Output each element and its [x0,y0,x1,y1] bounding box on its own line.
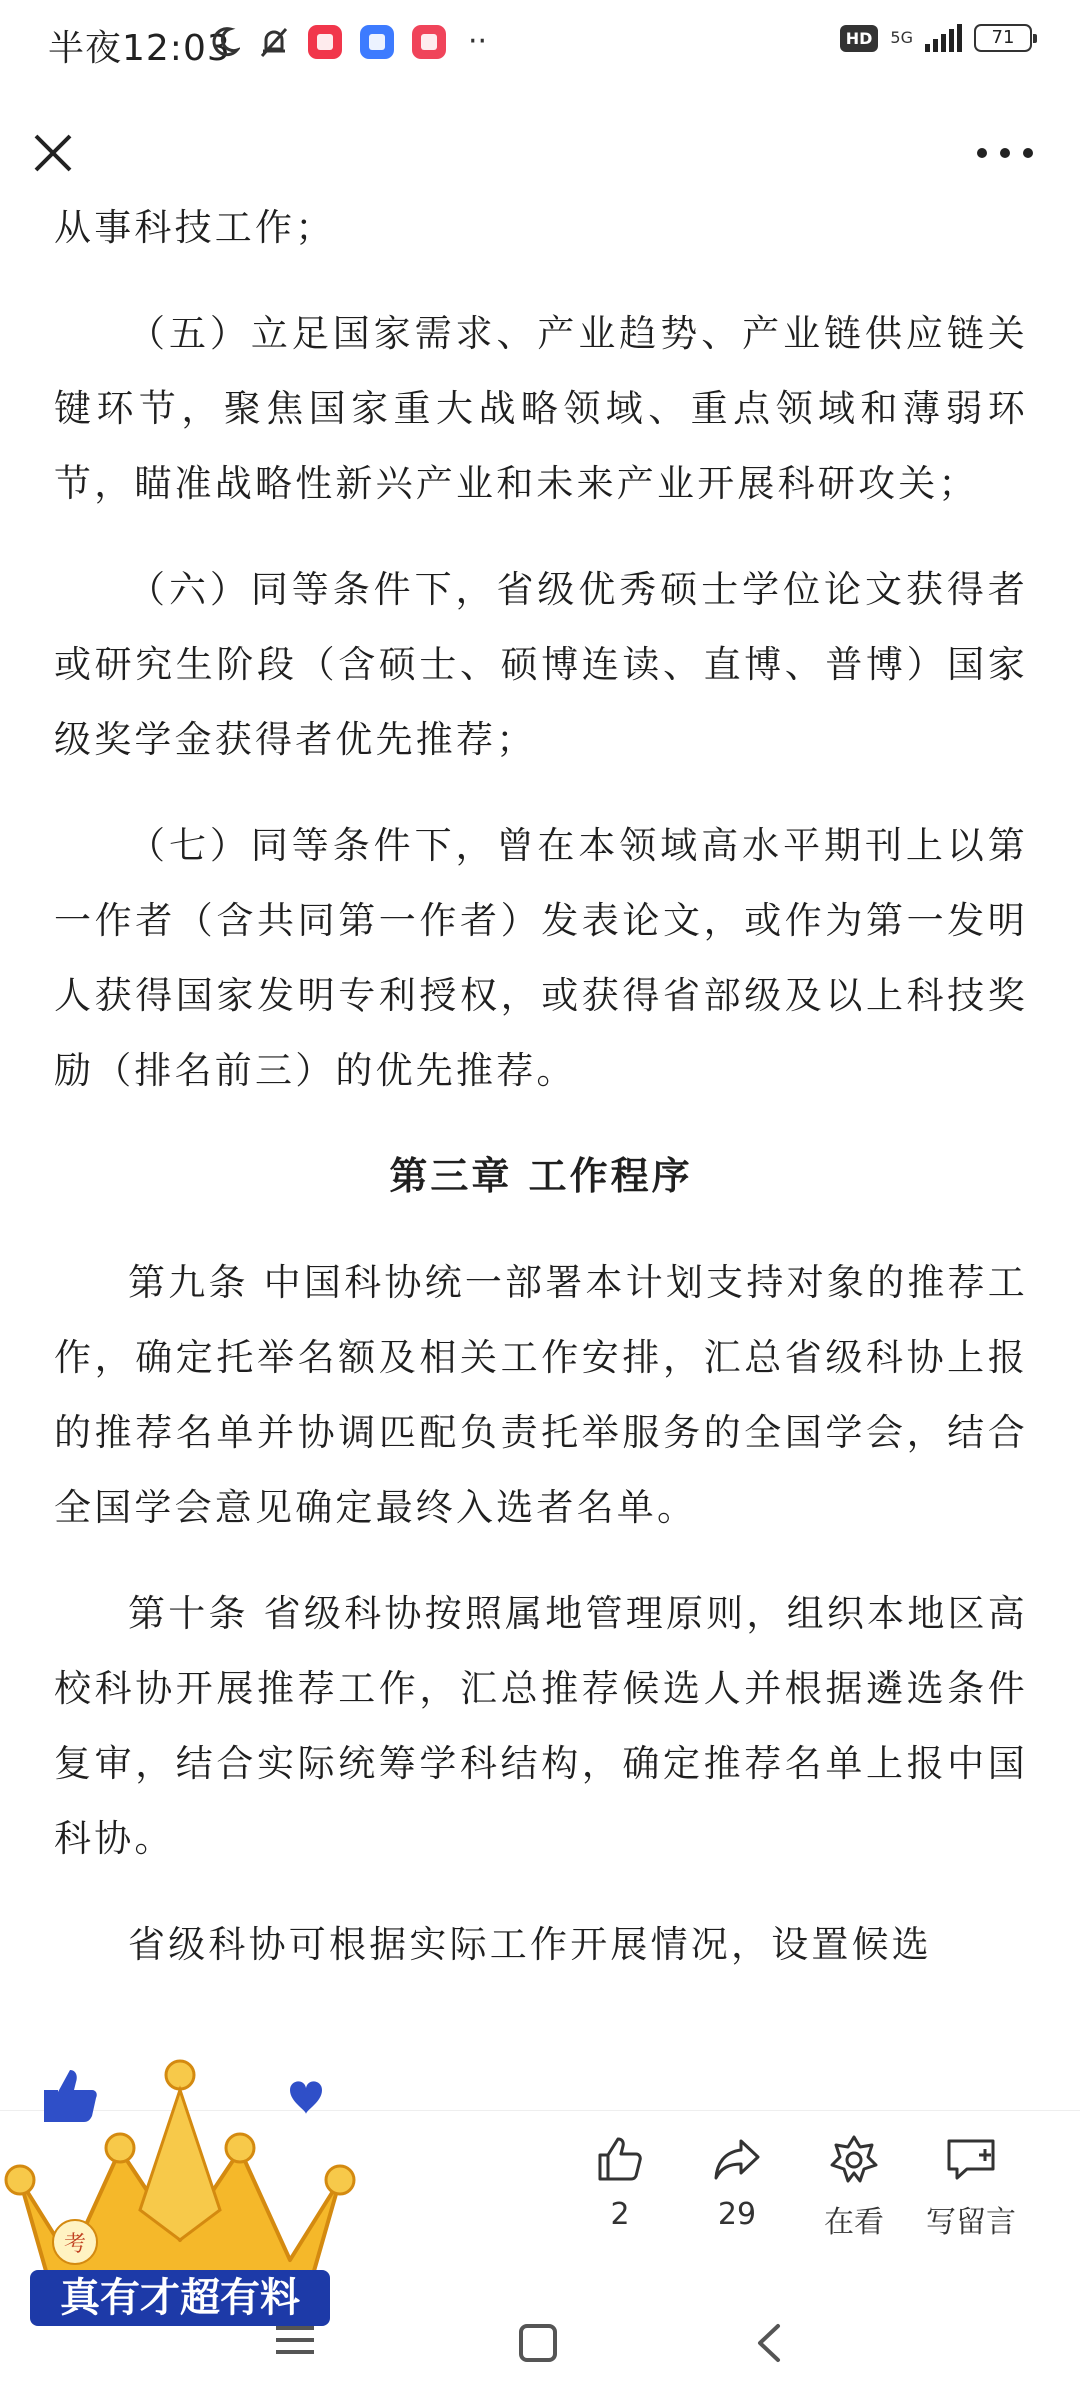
battery-icon: 71 [974,24,1032,52]
hd-icon: HD [840,25,879,52]
comment-button[interactable] [911,2133,1031,2241]
floating-promo-badge[interactable] [0,2030,360,2330]
status-icons-left [210,24,487,59]
status-icons-right [840,24,1032,52]
thumbs-up-icon [594,2133,646,2185]
signal-icon [925,24,962,52]
app-notification-icon [308,25,342,59]
share-button[interactable] [677,2133,797,2232]
status-time: 半夜12:03 [48,28,231,69]
app-notification-icon [360,25,394,59]
back-nav-icon[interactable] [750,2320,790,2366]
more-notifications-icon: ·· [468,24,488,59]
status-bar [0,0,1080,92]
moon-icon [210,26,240,58]
watching-label: 在看 [824,2205,884,2240]
article-top-bar [0,108,1080,198]
comment-plus-icon [943,2133,999,2185]
like-count: 2 [610,2197,630,2232]
paragraph: 第九条 中国科协统一部署本计划支持对象的推荐工作，确定托举名额及相关工作安排，汇总省级科协上报的推荐名单并协调匹配负责托举服务的全国学会，结合全国学会意见确定最终入选者名单。 [54,1261,1028,1529]
watching-button[interactable] [794,2133,914,2241]
paragraph: （六）同等条件下，省级优秀硕士学位论文获得者或研究生阶段（含硕士、硕博连读、直博、普博）国家级奖学金获得者优先推荐； [54,568,1028,761]
paragraph: （五）立足国家需求、产业趋势、产业链供应链关键环节，聚焦国家重大战略领域、重点领域和薄弱环节，瞄准战略性新兴产业和未来产业开展科研攻关； [54,312,1028,505]
badge-slogan: 真有才超有料 [60,2275,300,2321]
share-count: 29 [717,2197,757,2232]
paragraph: （七）同等条件下，曾在本领域高水平期刊上以第一作者（含共同第一作者）发表论文，或作为第一发明人获得国家发明专利授权，或获得省部级及以上科技奖励（排名前三）的优先推荐。 [54,824,1028,1092]
chapter-heading: 第三章 工作程序 [389,1154,693,1198]
more-options-icon[interactable] [970,130,1040,176]
share-arrow-icon [711,2133,763,2185]
like-button[interactable] [560,2133,680,2232]
crown-sticker-icon [0,2030,360,2330]
comment-label: 写留言 [926,2205,1016,2240]
article-body [54,190,1028,1982]
paragraph: 从事科技工作； [54,206,336,249]
home-nav-icon[interactable] [515,2320,561,2366]
bell-mute-icon [258,25,290,59]
paragraph: 第十条 省级科协按照属地管理原则，组织本地区高校科协开展推荐工作，汇总推荐候选人并根据遴选条件复审，结合实际统筹学科结构，确定推荐名单上报中国科协。 [54,1592,1028,1860]
close-icon[interactable] [30,130,76,176]
badge-small-char: 考 [63,2232,87,2257]
watching-flower-icon [828,2133,880,2185]
app-notification-icon [412,25,446,59]
paragraph: 省级科协可根据实际工作开展情况，设置候选 [128,1923,932,1966]
network-type: 5G [890,28,913,47]
